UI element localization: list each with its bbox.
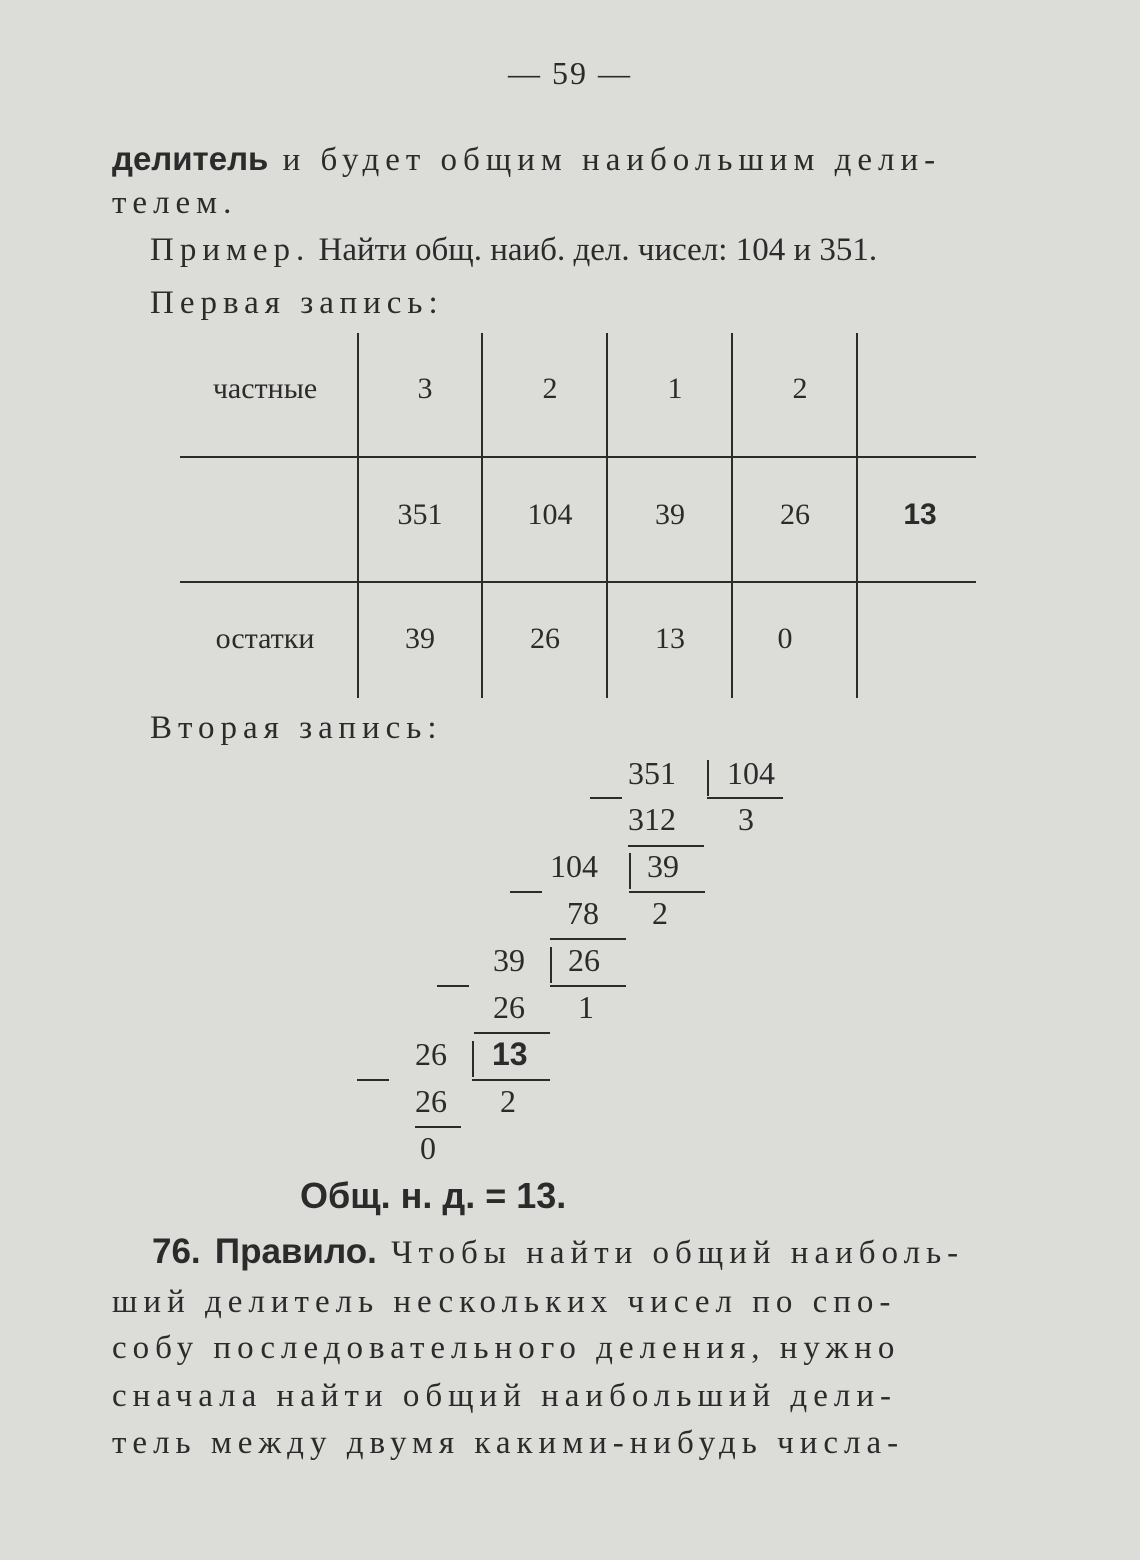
divisor-underline: [707, 797, 783, 799]
division-bar: [550, 947, 552, 983]
intro-line-1: [112, 140, 941, 179]
example-label: Пример.: [150, 232, 311, 268]
number-cell: 26: [780, 498, 810, 531]
second-record-label: Вторая запись:: [150, 710, 443, 746]
remainder-cell: 39: [405, 622, 435, 655]
rule-title: Правило.: [214, 1232, 377, 1271]
rule-line-1: [152, 1232, 964, 1272]
division-bar: [629, 853, 631, 889]
quotient-cell: 1: [667, 372, 683, 405]
dividend: 351: [628, 755, 676, 791]
table-vline: [481, 333, 483, 698]
table-hline: [180, 456, 976, 458]
number-cell: 351: [397, 498, 443, 531]
minus-sign: [437, 985, 469, 987]
rule-line-4: сначала найти общий наибольший дели-: [112, 1378, 897, 1414]
subtraction-line: [628, 845, 704, 847]
example-line: [150, 232, 877, 269]
rule-line-2: ший делитель нескольких чисел по спо-: [112, 1284, 897, 1320]
minus-sign: [590, 797, 622, 799]
gcd-result: Общ. н. д. = 13.: [300, 1175, 567, 1216]
rule-number: 76.: [152, 1232, 201, 1271]
divisor: 26: [568, 942, 600, 978]
minus-sign: [357, 1079, 389, 1081]
divisor-underline: [472, 1079, 550, 1081]
division-bar: [707, 760, 709, 796]
example-text: Найти общ. наиб. дел. чисел: 104 и 351.: [318, 232, 878, 268]
page-number: — 59 —: [508, 55, 632, 91]
quotient-cell: 2: [792, 372, 808, 405]
minus-sign: [510, 891, 542, 893]
product: 78: [567, 895, 599, 931]
term-divisor: делитель: [112, 140, 269, 177]
quotient: 2: [500, 1083, 516, 1119]
table-vline: [357, 333, 359, 698]
remainder-cell: 13: [655, 622, 685, 655]
number-cell: 39: [655, 498, 685, 531]
rule-text: Чтобы найти общий наиболь-: [391, 1235, 965, 1271]
table-hline: [180, 581, 976, 583]
remainder-cell: 0: [777, 622, 793, 655]
final-remainder: 0: [420, 1130, 436, 1166]
quotient: 3: [738, 801, 754, 837]
rule-line-3: собу последовательного деления, нужно: [112, 1330, 901, 1366]
quotients-label: частные: [212, 372, 318, 405]
divisor-underline: [629, 891, 705, 893]
division-bar: [472, 1041, 474, 1077]
dividend: 104: [550, 848, 598, 884]
divisor-underline: [550, 985, 626, 987]
product: 312: [628, 801, 676, 837]
quotient: 1: [578, 989, 594, 1025]
remainders-label: остатки: [215, 622, 315, 655]
intro-line-1-text: и будет общим наибольшим дели-: [282, 142, 942, 178]
product: 26: [493, 989, 525, 1025]
intro-line-2: телем.: [112, 185, 238, 221]
rule-line-5: тель между двумя какими-нибудь числа-: [112, 1425, 905, 1461]
quotient-cell: 3: [417, 372, 433, 405]
gcd-cell: 13: [903, 498, 937, 531]
quotient: 2: [652, 895, 668, 931]
dividend: 26: [415, 1036, 447, 1072]
remainder-cell: 26: [530, 622, 560, 655]
divisor: 104: [727, 755, 775, 791]
subtraction-line: [550, 938, 626, 940]
table-vline: [856, 333, 858, 698]
subtraction-line: [415, 1126, 461, 1128]
subtraction-line: [474, 1032, 550, 1034]
divisor-gcd: 13: [492, 1036, 528, 1072]
number-cell: 104: [527, 498, 573, 531]
dividend: 39: [493, 942, 525, 978]
quotient-cell: 2: [542, 372, 558, 405]
divisor: 39: [647, 848, 679, 884]
product: 26: [415, 1083, 447, 1119]
first-record-label: Первая запись:: [150, 285, 444, 321]
